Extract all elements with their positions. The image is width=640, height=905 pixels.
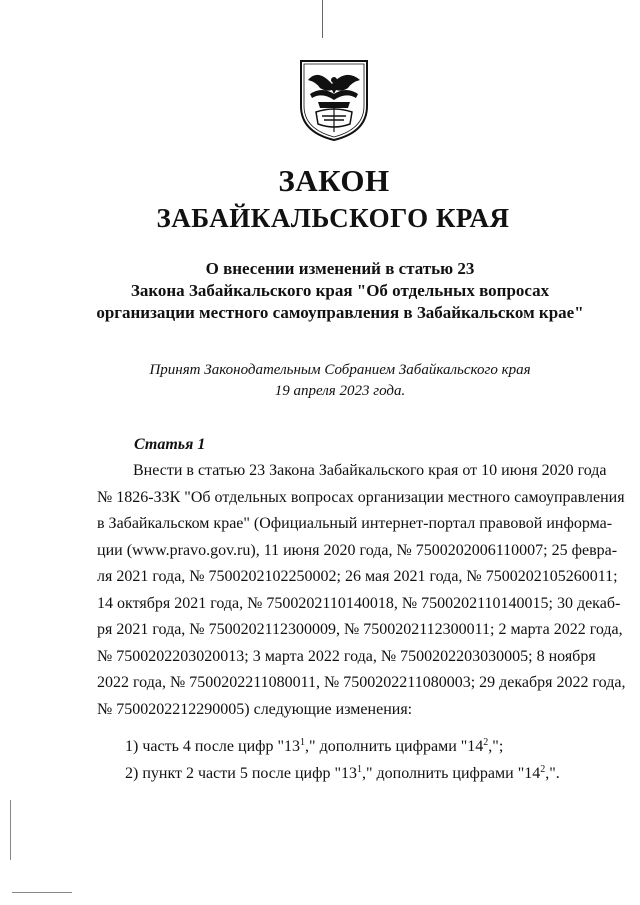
article-line: в Забайкальском крае" (Официальный интернет-портал правовой информа-	[97, 515, 613, 532]
article-line: № 1826-ЗЗК "Об отдельных вопросах организации местного самоуправления	[97, 488, 625, 506]
adoption-line: Принят Законодательным Собранием Забайкальского края	[149, 362, 531, 378]
article-line: ля 2021 года, № 7500202102250002; 26 мая 2021 года, № 7500202105260011;	[97, 568, 618, 585]
item-text: ," дополнить цифрами "14	[361, 765, 541, 782]
article-line: 14 октября 2021 года, № 7500202110140018, № 7500202110140015; 30 декаб-	[97, 594, 621, 612]
adoption-note	[90, 360, 590, 402]
item-text: 2) пункт 2 части 5 после цифр "13	[125, 765, 357, 782]
article-line: 2022 года, № 7500202211080011, № 7500202211080003; 29 декабря 2022 года,	[97, 674, 626, 691]
subtitle-line: организации местного самоуправления в Забайкальском крае"	[96, 303, 584, 322]
law-subtitle	[90, 258, 590, 324]
subtitle-line: О внесении изменений в статью 23	[205, 259, 475, 278]
article-line: № 7500202212290005) следующие изменения:	[97, 700, 413, 718]
article-line: ции (www.pravo.gov.ru), 11 июня 2020 года, № 7500202006110007; 25 февра-	[97, 541, 618, 559]
article-line: Внести в статью 23 Закона Забайкальского края от 10 июня 2020 года	[133, 462, 607, 479]
item-superscript: 1	[300, 737, 306, 748]
item-text: ,".	[545, 765, 560, 782]
item-text: ," дополнить цифрами "14	[305, 738, 484, 755]
law-region-title: ЗАБАЙКАЛЬСКОГО КРАЯ	[156, 203, 510, 233]
item-superscript: 2	[483, 737, 489, 748]
item-text: 1) часть 4 после цифр "13	[125, 738, 301, 755]
scan-margin-mark	[10, 800, 11, 860]
adoption-date: 19 апреля 2023 года.	[274, 383, 406, 399]
scan-bottom-mark	[12, 892, 72, 893]
item-text: ,";	[488, 738, 504, 755]
item-superscript: 2	[540, 764, 546, 775]
amendment-item-1	[125, 738, 503, 756]
article-line: № 7500202203020013; 3 марта 2022 года, № 7500202203030005; 8 ноября	[97, 647, 596, 665]
subtitle-line: Закона Забайкальского края "Об отдельных вопросах	[130, 281, 550, 300]
fold-line	[322, 0, 323, 38]
law-title: ЗАКОН	[278, 163, 390, 198]
item-superscript: 1	[356, 764, 362, 775]
zabaykalsky-coat-of-arms-icon	[298, 58, 370, 142]
article-line: ря 2021 года, № 7500202112300009, № 7500202112300011; 2 марта 2022 года,	[97, 621, 623, 638]
amendment-item-2	[125, 765, 560, 783]
article-body	[97, 458, 626, 723]
article-heading: Статья 1	[134, 436, 206, 453]
